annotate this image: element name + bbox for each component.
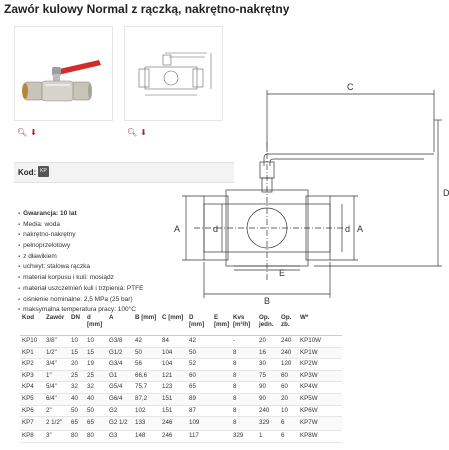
- table-cell: [212, 370, 231, 382]
- table-cell: 65: [85, 417, 107, 431]
- table-cell: KP2: [20, 359, 44, 371]
- table-cell: 6: [279, 417, 298, 431]
- table-cell: KP5W: [298, 393, 342, 405]
- product-photo-thumbnail[interactable]: [14, 26, 113, 121]
- table-cell: KP8W: [298, 431, 342, 443]
- table-cell: 8: [231, 359, 257, 371]
- table-cell: KP4W: [298, 382, 342, 394]
- table-cell: KP7: [20, 417, 44, 431]
- table-cell: 16: [257, 347, 279, 359]
- column-header: Op. zb.: [279, 313, 298, 336]
- download-icon[interactable]: ⬇︎: [140, 128, 147, 137]
- dimension-label-a: A: [174, 224, 181, 234]
- table-cell: 90: [257, 382, 279, 394]
- table-cell: 75: [257, 370, 279, 382]
- table-cell: G2: [107, 405, 133, 417]
- table-cell: KP10W: [298, 336, 342, 348]
- table-cell: 151: [160, 393, 187, 405]
- table-cell: 32: [69, 382, 85, 394]
- table-cell: G3: [107, 431, 133, 443]
- table-cell: KP3W: [298, 370, 342, 382]
- feature-item: ▪ Media: woda: [18, 220, 143, 231]
- table-cell: 6/4": [44, 393, 69, 405]
- table-cell: 151: [160, 405, 187, 417]
- table-cell: 20: [69, 359, 85, 371]
- dimension-label-b: B: [264, 296, 271, 306]
- table-cell: 80: [69, 431, 85, 443]
- page-title: Zawór kulowy Normal z rączką, nakrętno-nakrętny: [4, 2, 290, 16]
- dimension-label-e: E: [279, 268, 286, 278]
- table-row: [20, 431, 342, 443]
- table-cell: 121: [160, 370, 187, 382]
- table-cell: 75,7: [133, 382, 160, 394]
- table-row: [20, 336, 342, 348]
- dimension-label-d-height: D: [443, 188, 449, 198]
- table-cell: [212, 359, 231, 371]
- table-cell: 1": [44, 370, 69, 382]
- table-cell: 10: [85, 336, 107, 348]
- table-cell: 104: [160, 359, 187, 371]
- zoom-icon[interactable]: 🔍︎: [17, 128, 28, 137]
- table-row: [20, 382, 342, 394]
- column-header: E [mm]: [212, 313, 231, 336]
- column-header: Zawór: [44, 313, 69, 336]
- feature-item: ▪ pełnoprzelotowy: [18, 241, 143, 252]
- table-cell: 3/8": [44, 336, 69, 348]
- table-cell: [212, 393, 231, 405]
- table-cell: 104: [160, 347, 187, 359]
- download-icon[interactable]: ⬇︎: [30, 128, 37, 137]
- table-cell: [212, 431, 231, 443]
- table-cell: 25: [69, 370, 85, 382]
- table-cell: 60: [187, 370, 212, 382]
- table-cell: KP2W: [298, 359, 342, 371]
- column-header: W*: [298, 313, 342, 336]
- dimension-label-c: C: [347, 82, 354, 92]
- table-cell: G1/2: [107, 347, 133, 359]
- dimension-label-a-right: A: [357, 224, 364, 234]
- table-cell: 1: [257, 431, 279, 443]
- table-cell: 20: [279, 393, 298, 405]
- table-cell: 120: [279, 359, 298, 371]
- table-cell: 40: [85, 393, 107, 405]
- valve-photo: [15, 27, 112, 120]
- table-cell: [212, 347, 231, 359]
- table-cell: 246: [160, 431, 187, 443]
- table-cell: G3/8: [107, 336, 133, 348]
- table-cell: 84: [160, 336, 187, 348]
- table-cell: 8: [231, 417, 257, 431]
- table-cell: 240: [279, 347, 298, 359]
- table-cell: KP5: [20, 393, 44, 405]
- column-header: Kod: [20, 313, 44, 336]
- column-header: Op. jedn.: [257, 313, 279, 336]
- column-header: D [mm]: [187, 313, 212, 336]
- thumbnail-tools: [127, 129, 147, 137]
- feature-item: ▪ maksymalna temperatura pracy: 100°C: [18, 305, 143, 316]
- table-cell: 90: [257, 393, 279, 405]
- table-cell: 40: [69, 393, 85, 405]
- table-cell: 8: [231, 405, 257, 417]
- dimension-label-d-right: d: [345, 224, 351, 234]
- feature-item: ▪ nakrętno-nakrętny: [18, 230, 143, 241]
- spec-table: [20, 313, 342, 443]
- table-cell: 133: [133, 417, 160, 431]
- table-cell: 10: [69, 336, 85, 348]
- table-cell: 246: [160, 417, 187, 431]
- table-cell: KP8: [20, 431, 44, 443]
- table-row: [20, 417, 342, 431]
- table-cell: [212, 405, 231, 417]
- table-cell: 240: [257, 405, 279, 417]
- table-cell: KP6W: [298, 405, 342, 417]
- feature-item: ▪ ciśnienie nominalne: 2,5 MPa (25 bar): [18, 295, 143, 306]
- table-cell: 117: [187, 431, 212, 443]
- feature-item: ▪ uchwyt: stalowa rączka: [18, 262, 143, 273]
- table-cell: 5/4": [44, 382, 69, 394]
- table-row: [20, 370, 342, 382]
- table-cell: 3": [44, 431, 69, 443]
- table-cell: 42: [187, 336, 212, 348]
- column-header: B [mm]: [133, 313, 160, 336]
- table-cell: G6/4: [107, 393, 133, 405]
- table-cell: [212, 417, 231, 431]
- table-cell: KP1W: [298, 347, 342, 359]
- table-cell: 30: [257, 359, 279, 371]
- table-cell: 80: [85, 431, 107, 443]
- table-cell: 15: [69, 347, 85, 359]
- table-cell: 52: [187, 359, 212, 371]
- table-cell: 8: [231, 382, 257, 394]
- table-cell: 20: [257, 336, 279, 348]
- table-row: [20, 405, 342, 417]
- table-cell: KP7W: [298, 417, 342, 431]
- table-cell: 123: [160, 382, 187, 394]
- table-cell: 42: [133, 336, 160, 348]
- table-cell: 60: [279, 382, 298, 394]
- dimension-label-d: d: [213, 224, 219, 234]
- table-cell: 102: [133, 405, 160, 417]
- table-row: [20, 347, 342, 359]
- table-cell: 10: [279, 405, 298, 417]
- column-header: DN: [69, 313, 85, 336]
- feature-item: ▪ materiał uszczelnień kuli i trzpienia: PTFE: [18, 284, 143, 295]
- table-cell: 50: [85, 405, 107, 417]
- table-cell: G5/4: [107, 382, 133, 394]
- table-cell: 87,2: [133, 393, 160, 405]
- table-cell: 3/4": [44, 359, 69, 371]
- table-cell: 50: [69, 405, 85, 417]
- table-cell: 15: [85, 347, 107, 359]
- table-cell: G3/4: [107, 359, 133, 371]
- table-cell: 25: [85, 370, 107, 382]
- table-cell: 56: [133, 359, 160, 371]
- table-cell: 8: [231, 347, 257, 359]
- table-cell: 148: [133, 431, 160, 443]
- table-cell: 65: [69, 417, 85, 431]
- table-cell: 50: [187, 347, 212, 359]
- column-header: C [mm]: [160, 313, 187, 336]
- table-cell: 240: [279, 336, 298, 348]
- product-code-label: Kod:: [18, 168, 37, 177]
- table-cell: [212, 336, 231, 348]
- table-cell: 2": [44, 405, 69, 417]
- table-cell: 8: [231, 370, 257, 382]
- feature-list: [18, 209, 143, 316]
- column-header: d [mm]: [85, 313, 107, 336]
- table-cell: [212, 382, 231, 394]
- technical-drawing: [164, 62, 449, 312]
- table-cell: 89: [187, 393, 212, 405]
- table-cell: 87: [187, 405, 212, 417]
- table-cell: 65: [187, 382, 212, 394]
- feature-item: ▪ materiał korpusu i kuli: mosiądz: [18, 273, 143, 284]
- table-cell: 19: [85, 359, 107, 371]
- table-cell: 8: [231, 393, 257, 405]
- table-cell: 32: [85, 382, 107, 394]
- table-cell: 66,6: [133, 370, 160, 382]
- table-cell: 2 1/2": [44, 417, 69, 431]
- spec-table-body: [20, 336, 342, 443]
- feature-item: ▪ z dławikiem: [18, 252, 143, 263]
- column-header: Kvs [m³/h]: [231, 313, 257, 336]
- zoom-icon[interactable]: 🔍︎: [127, 128, 138, 137]
- table-cell: 109: [187, 417, 212, 431]
- thumbnail-tools: [17, 129, 37, 137]
- table-cell: 329: [231, 431, 257, 443]
- table-row: [20, 393, 342, 405]
- table-cell: KP10: [20, 336, 44, 348]
- table-header-row: [20, 313, 342, 336]
- feature-item: ▪ Gwarancja: 10 lat: [18, 209, 143, 220]
- table-cell: KP3: [20, 370, 44, 382]
- table-cell: -: [231, 336, 257, 348]
- table-cell: 50: [133, 347, 160, 359]
- table-cell: KP1: [20, 347, 44, 359]
- table-cell: 1/2": [44, 347, 69, 359]
- column-header: A: [107, 313, 133, 336]
- table-cell: G1: [107, 370, 133, 382]
- product-code-badge: KP: [38, 166, 49, 177]
- table-cell: KP4: [20, 382, 44, 394]
- table-cell: KP6: [20, 405, 44, 417]
- table-row: [20, 359, 342, 371]
- table-cell: 329: [257, 417, 279, 431]
- table-cell: G2 1/2: [107, 417, 133, 431]
- table-cell: 6: [279, 431, 298, 443]
- table-cell: 60: [279, 370, 298, 382]
